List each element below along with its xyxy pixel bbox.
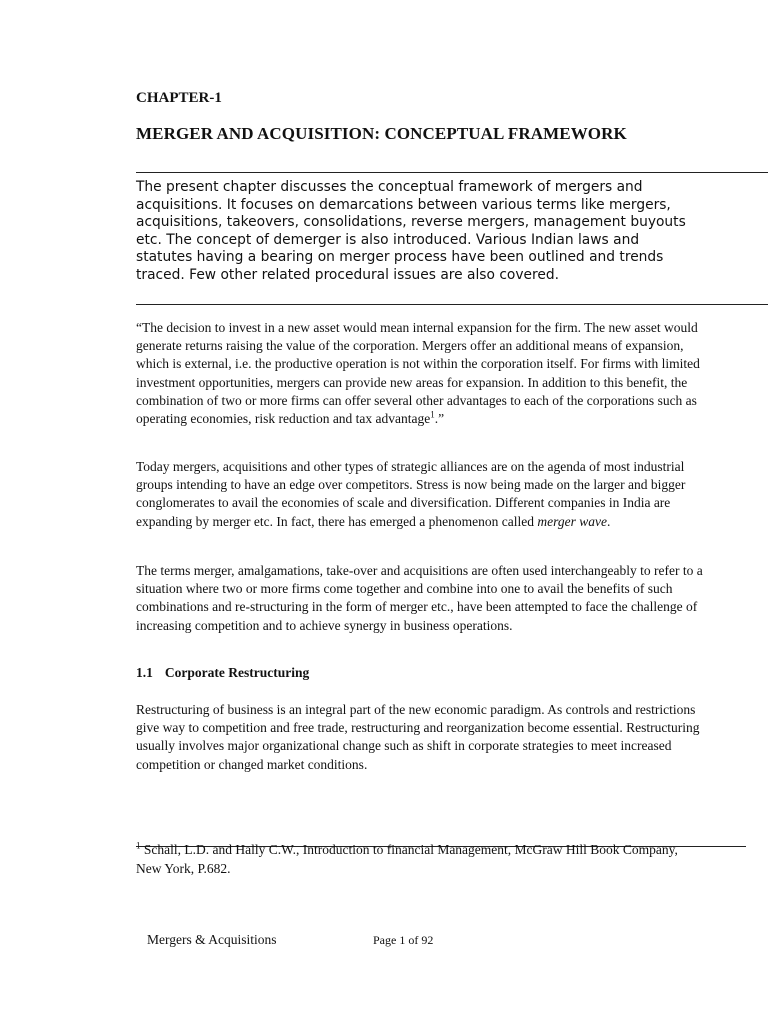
- footnote-marker: 1: [136, 840, 141, 851]
- today-text: Today mergers, acquisitions and other types of strategic alliances are on the agenda of most industrial groups intending to have an edge over competitors. Stress is now being made on the larger and bigger conglomerates to avail the economies of scale and diversification. Different companies in India are expanding by merger etc. In fact, there has emerged a phenomenon called: [136, 459, 686, 529]
- footer-page-number: Page 1 of 92: [373, 933, 434, 947]
- abstract-bottom-rule: [136, 304, 768, 305]
- footnote-text: Schall, L.D. and Hally C.W., Introduction to financial Management, McGraw Hill Book Company, New York, P.682.: [136, 842, 678, 876]
- section-number: 1.1: [136, 665, 153, 680]
- abstract-top-rule: [136, 172, 768, 173]
- chapter-title: MERGER AND ACQUISITION: CONCEPTUAL FRAMEWORK: [136, 124, 627, 143]
- quote-end: .”: [434, 411, 445, 427]
- restructuring-paragraph: Restructuring of business is an integral part of the new economic paradigm. As controls and restrictions give way to competition and free trade, restructuring and reorganization become essential. Restructuring usually involves major organizational change such as shift in corporate strategies to meet increased competition or changed market conditions.: [136, 702, 700, 772]
- merger-wave-term: merger wave: [537, 513, 607, 529]
- footnote: [136, 840, 706, 878]
- today-end: .: [606, 513, 611, 529]
- today-paragraph: [136, 458, 711, 531]
- footnote-reference[interactable]: 1: [430, 409, 435, 420]
- section-heading: [136, 665, 309, 681]
- quote-text: “The decision to invest in a new asset would mean internal expansion for the firm. The new asset would generate returns raising the value of the corporation. Mergers offer an additional means of expansion, which is external, i.e. the productive operation is not within the corporation itself. For firms with limited investment opportunities, mergers can provide new areas for expansion. In addition to this benefit, the combination of two or more firms can offer several other advantages to each of the corporations such as operating economies, risk reduction and tax advantage: [136, 320, 700, 427]
- terms-paragraph: The terms merger, amalgamations, take-over and acquisitions are often used interchangeably to refer to a situation where two or more firms come together and combine into one to avail the benefits of such combinations and re-structuring in the form of merger etc., have been attempted to face the challenge of increasing competition and to achieve synergy in business operations.: [136, 563, 703, 633]
- section-title: Corporate Restructuring: [164, 665, 310, 680]
- footer-document-title: Mergers & Acquisitions: [147, 932, 277, 947]
- chapter-abstract: The present chapter discusses the conceptual framework of mergers and acquisitions. It focuses on demarcations between various terms like mergers, acquisitions, takeovers, consolidations, reverse mergers, management buyouts etc. The concept of demerger is also introduced. Various Indian laws and statutes having a bearing on merger process have been outlined and trends traced. Few other related procedural issues are also covered.: [136, 179, 686, 283]
- chapter-label: CHAPTER-1: [136, 90, 222, 106]
- quote-paragraph: [136, 319, 711, 428]
